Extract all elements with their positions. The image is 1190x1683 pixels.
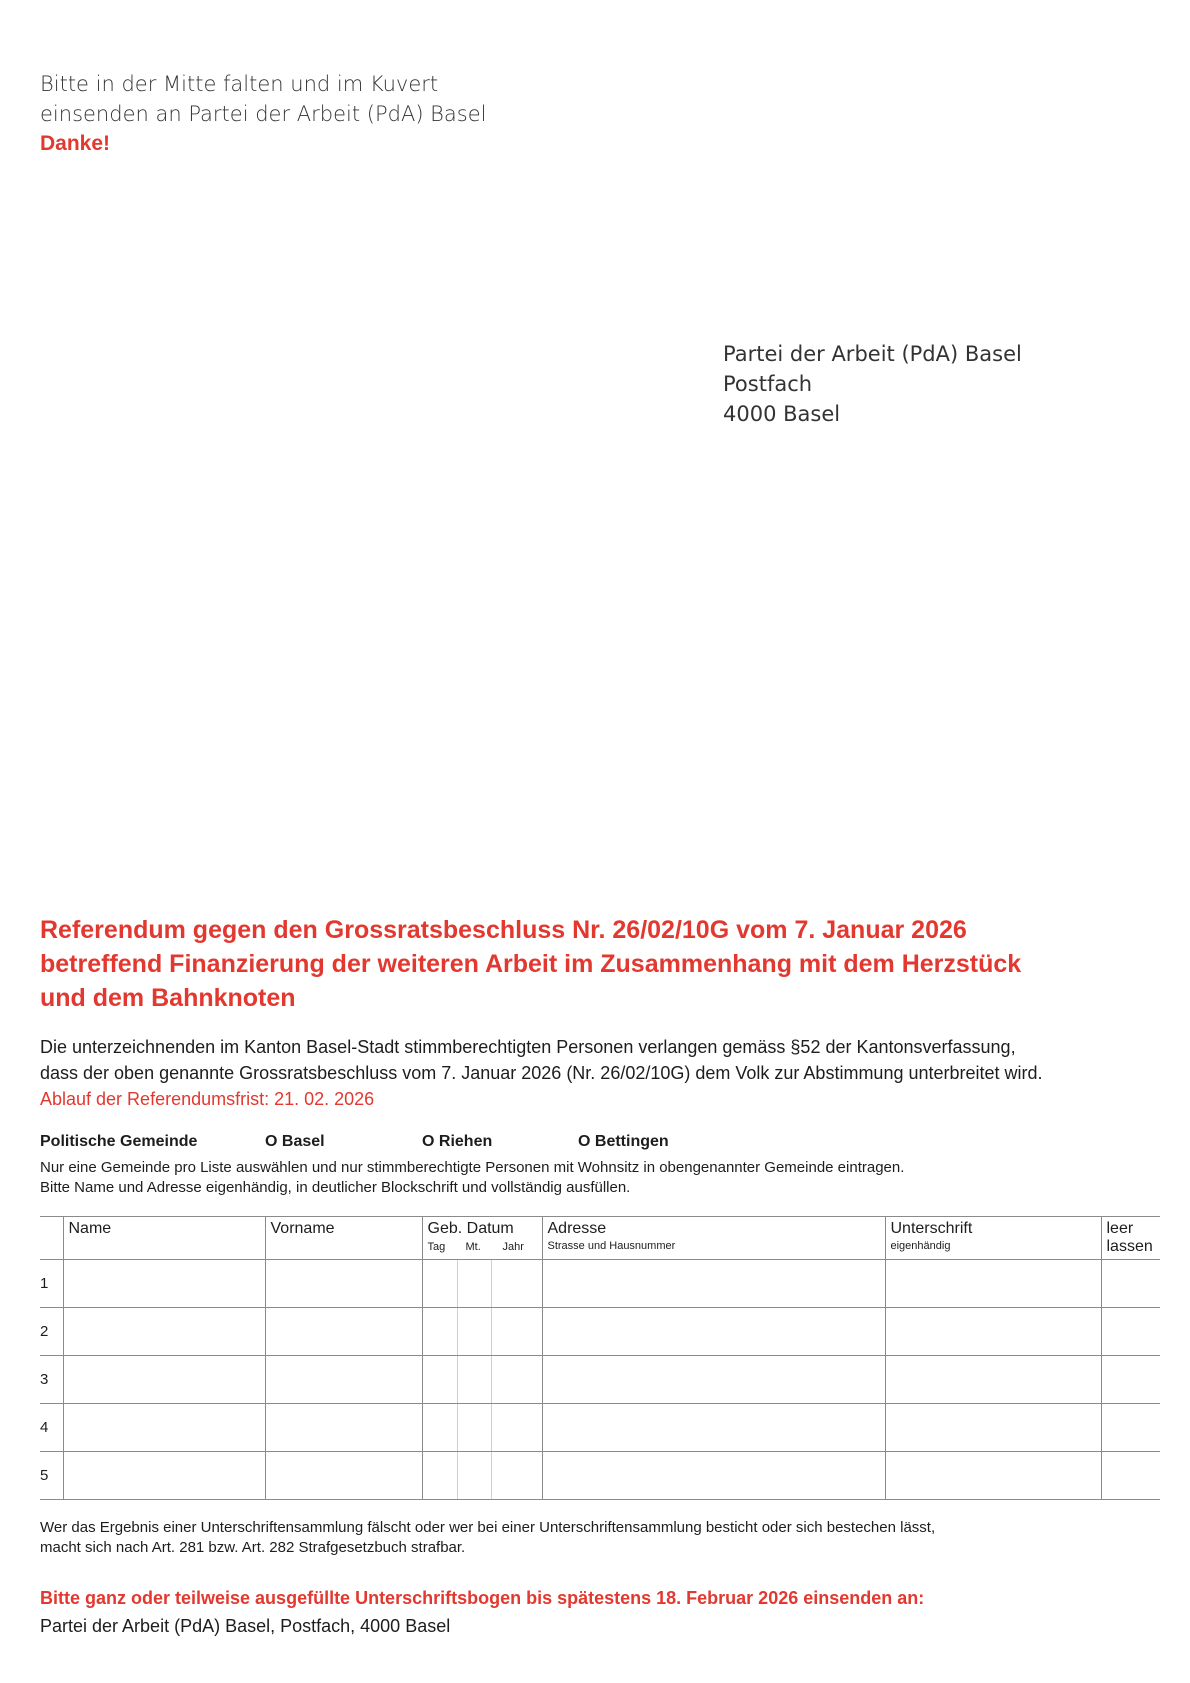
header-signature bbox=[885, 1217, 1101, 1260]
send-address: Partei der Arbeit (PdA) Basel, Postfach, 4000 Basel bbox=[40, 1616, 451, 1636]
name-cell[interactable] bbox=[63, 1404, 265, 1452]
address-cell[interactable] bbox=[542, 1404, 885, 1452]
option-bettingen[interactable]: O Bettingen bbox=[578, 1133, 669, 1150]
address-cell[interactable] bbox=[542, 1308, 885, 1356]
header-birthdate-label: Geb. Datum bbox=[427, 1220, 514, 1237]
header-birthdate bbox=[422, 1217, 542, 1260]
header-name-label: Name bbox=[68, 1220, 112, 1237]
fold-note-line-1: Bitte in der Mitte falten und im Kuvert bbox=[40, 72, 439, 96]
firstname-cell[interactable] bbox=[265, 1356, 422, 1404]
signature-table bbox=[40, 1216, 1160, 1500]
table-row bbox=[40, 1452, 1160, 1500]
header-signature-sub: eigenhändig bbox=[890, 1240, 951, 1252]
send-instruction: Bitte ganz oder teilweise ausgefüllte Unterschriftsbogen bis spätestens 18. Februar 2026 einsenden an: bbox=[40, 1588, 925, 1608]
name-cell[interactable] bbox=[63, 1308, 265, 1356]
recipient-address bbox=[723, 339, 1022, 429]
header-address-label: Adresse bbox=[547, 1220, 607, 1237]
row-number: 3 bbox=[40, 1356, 63, 1404]
blank-cell bbox=[1101, 1404, 1160, 1452]
table-row bbox=[40, 1404, 1160, 1452]
birthdate-cell[interactable] bbox=[422, 1260, 542, 1308]
name-cell[interactable] bbox=[63, 1260, 265, 1308]
blank-cell bbox=[1101, 1260, 1160, 1308]
address-cell[interactable] bbox=[542, 1260, 885, 1308]
headline-line-2: betreffend Finanzierung der weiteren Arbeit im Zusammenhang mit dem Herzstück bbox=[40, 950, 1022, 978]
option-basel[interactable]: O Basel bbox=[265, 1133, 325, 1150]
instructions-line-1: Nur eine Gemeinde pro Liste auswählen und nur stimmberechtigte Personen mit Wohnsitz in obengenannter Gemeinde eintragen. bbox=[40, 1159, 905, 1176]
birthdate-cell[interactable] bbox=[422, 1452, 542, 1500]
name-cell[interactable] bbox=[63, 1452, 265, 1500]
recipient-line-1: Partei der Arbeit (PdA) Basel bbox=[723, 342, 1022, 366]
birthdate-cell[interactable] bbox=[422, 1308, 542, 1356]
address-cell[interactable] bbox=[542, 1452, 885, 1500]
table-row bbox=[40, 1308, 1160, 1356]
municipality-label: Politische Gemeinde bbox=[40, 1133, 198, 1150]
fill-instructions bbox=[40, 1158, 1170, 1198]
row-number: 2 bbox=[40, 1308, 63, 1356]
birthdate-cell[interactable] bbox=[422, 1404, 542, 1452]
fold-instructions bbox=[40, 69, 487, 159]
intro-line-1: Die unterzeichnenden im Kanton Basel-Stadt stimmberechtigten Personen verlangen gemäss §52 der Kantonsverfassung, bbox=[40, 1037, 1016, 1057]
header-name bbox=[63, 1217, 265, 1260]
header-blank-line-1: leer bbox=[1106, 1220, 1134, 1237]
intro-text bbox=[40, 1034, 1180, 1112]
signature-cell[interactable] bbox=[885, 1404, 1101, 1452]
table-row bbox=[40, 1260, 1160, 1308]
birthdate-cell[interactable] bbox=[422, 1356, 542, 1404]
signature-cell[interactable] bbox=[885, 1452, 1101, 1500]
header-address-sub: Strasse und Hausnummer bbox=[547, 1240, 676, 1252]
header-blank-line-2: lassen bbox=[1106, 1238, 1153, 1255]
signature-cell[interactable] bbox=[885, 1260, 1101, 1308]
header-address bbox=[542, 1217, 885, 1260]
signature-cell[interactable] bbox=[885, 1356, 1101, 1404]
instructions-line-2: Bitte Name und Adresse eigenhändig, in deutlicher Blockschrift und vollständig ausfüllen. bbox=[40, 1179, 631, 1196]
row-number: 4 bbox=[40, 1404, 63, 1452]
firstname-cell[interactable] bbox=[265, 1308, 422, 1356]
blank-cell bbox=[1101, 1356, 1160, 1404]
table-row bbox=[40, 1356, 1160, 1404]
headline-line-3: und dem Bahnknoten bbox=[40, 984, 296, 1012]
firstname-cell[interactable] bbox=[265, 1452, 422, 1500]
header-blank bbox=[1101, 1217, 1160, 1260]
firstname-cell[interactable] bbox=[265, 1404, 422, 1452]
warning-line-1: Wer das Ergebnis einer Unterschriftensammlung fälscht oder wer bei einer Unterschriftensammlung besticht oder sich bestechen lässt, bbox=[40, 1519, 936, 1536]
header-firstname bbox=[265, 1217, 422, 1260]
blank-cell bbox=[1101, 1452, 1160, 1500]
referendum-headline bbox=[40, 913, 1170, 1015]
signature-cell[interactable] bbox=[885, 1308, 1101, 1356]
warning-line-2: macht sich nach Art. 281 bzw. Art. 282 Strafgesetzbuch strafbar. bbox=[40, 1539, 466, 1556]
header-year: Jahr bbox=[502, 1241, 524, 1253]
header-month: Mt. bbox=[465, 1241, 481, 1253]
header-number bbox=[40, 1217, 63, 1260]
blank-cell bbox=[1101, 1308, 1160, 1356]
header-day: Tag bbox=[427, 1241, 446, 1253]
intro-line-2: dass der oben genannte Grossratsbeschluss vom 7. Januar 2026 (Nr. 26/02/10G) dem Volk zur Abstimmung unterbreitet wird. bbox=[40, 1063, 1043, 1083]
header-signature-label: Unterschrift bbox=[890, 1220, 973, 1237]
firstname-cell[interactable] bbox=[265, 1260, 422, 1308]
recipient-line-2: Postfach bbox=[723, 372, 813, 396]
referendum-deadline: Ablauf der Referendumsfrist: 21. 02. 2026 bbox=[40, 1089, 375, 1109]
row-number: 1 bbox=[40, 1260, 63, 1308]
recipient-line-3: 4000 Basel bbox=[723, 402, 841, 426]
fold-note-line-2: einsenden an Partei der Arbeit (PdA) Basel bbox=[40, 102, 487, 126]
legal-warning bbox=[40, 1518, 1160, 1558]
row-number: 5 bbox=[40, 1452, 63, 1500]
name-cell[interactable] bbox=[63, 1356, 265, 1404]
thanks-text: Danke! bbox=[40, 132, 111, 155]
table-header bbox=[40, 1217, 1160, 1260]
headline-line-1: Referendum gegen den Grossratsbeschluss Nr. 26/02/10G vom 7. Januar 2026 bbox=[40, 916, 967, 944]
option-riehen[interactable]: O Riehen bbox=[422, 1133, 493, 1150]
address-cell[interactable] bbox=[542, 1356, 885, 1404]
header-firstname-label: Vorname bbox=[270, 1220, 335, 1237]
